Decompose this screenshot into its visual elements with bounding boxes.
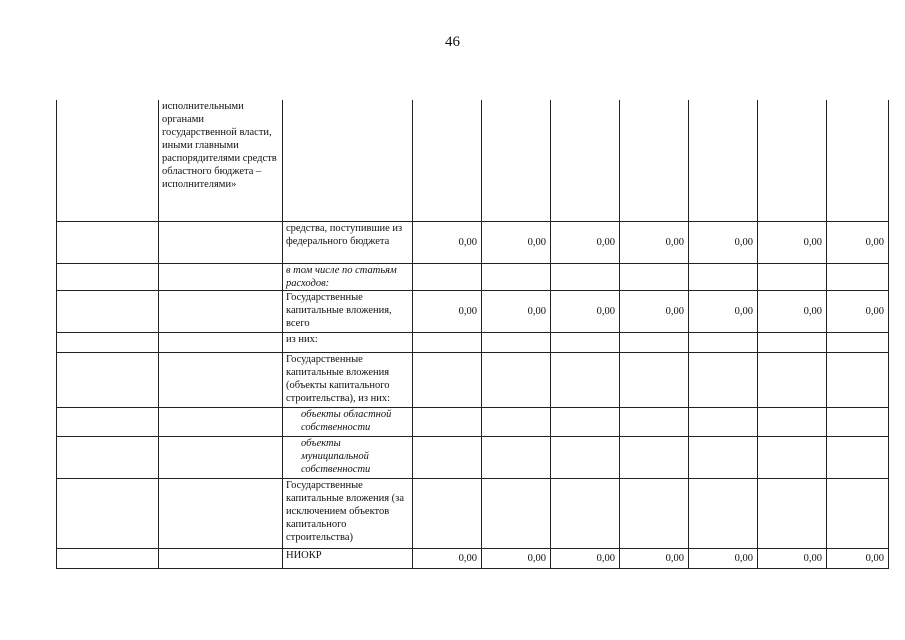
value-cell: [620, 100, 689, 221]
value-cell: 0,00: [482, 221, 551, 263]
value-cell: [620, 407, 689, 436]
value-cell: [551, 478, 620, 548]
value-cell: 0,00: [758, 290, 827, 332]
table-row: [57, 352, 889, 407]
table-cell: [57, 100, 159, 221]
value-cell: [482, 263, 551, 290]
value-cell: [827, 478, 889, 548]
value-cell: [827, 407, 889, 436]
table-row: [57, 263, 889, 290]
value-cell: [413, 407, 482, 436]
value-cell: [827, 436, 889, 478]
value-cell: [413, 478, 482, 548]
value-cell: [482, 436, 551, 478]
value-cell: [758, 100, 827, 221]
value-cell: [689, 407, 758, 436]
value-cell: [551, 100, 620, 221]
value-cell: [689, 100, 758, 221]
value-cell: 0,00: [827, 290, 889, 332]
value-cell: [620, 263, 689, 290]
value-cell: [758, 407, 827, 436]
value-cell: [689, 332, 758, 352]
value-cell: 0,00: [620, 221, 689, 263]
row-label: средства, поступившие из федерального бюджета: [283, 221, 413, 263]
value-cell: [551, 332, 620, 352]
value-cell: [551, 407, 620, 436]
table-cell: [57, 263, 159, 290]
value-cell: 0,00: [689, 548, 758, 568]
value-cell: [482, 352, 551, 407]
value-cell: 0,00: [689, 221, 758, 263]
value-cell: 0,00: [620, 548, 689, 568]
value-cell: [689, 352, 758, 407]
row-label: объекты муниципальной собственности: [283, 436, 413, 478]
executor-cell: [159, 221, 283, 263]
row-label: Государственные капитальные вложения (за исключением объектов капитального строительства): [283, 478, 413, 548]
value-cell: [551, 436, 620, 478]
value-cell: [758, 263, 827, 290]
value-cell: [620, 332, 689, 352]
table-row: [57, 436, 889, 478]
value-cell: [758, 352, 827, 407]
table-row: [57, 290, 889, 332]
value-cell: [413, 100, 482, 221]
row-label: объекты областной собственности: [283, 407, 413, 436]
value-cell: [413, 263, 482, 290]
value-cell: [413, 436, 482, 478]
table-cell: [57, 221, 159, 263]
page-number: 46: [445, 34, 460, 50]
value-cell: [827, 263, 889, 290]
value-cell: [413, 352, 482, 407]
table-row: [57, 548, 889, 568]
table-row: [57, 221, 889, 263]
value-cell: [482, 332, 551, 352]
value-cell: 0,00: [620, 290, 689, 332]
table-cell: [57, 332, 159, 352]
executor-cell: [159, 352, 283, 407]
value-cell: 0,00: [413, 548, 482, 568]
value-cell: 0,00: [758, 548, 827, 568]
executor-cell: исполнительными органами государственной власти, иными главными распорядителями средств областного бюджета – исполнителями»: [159, 100, 283, 221]
budget-table: [56, 100, 889, 569]
value-cell: [551, 263, 620, 290]
value-cell: 0,00: [827, 548, 889, 568]
value-cell: [827, 332, 889, 352]
value-cell: [413, 332, 482, 352]
table-cell: [57, 407, 159, 436]
value-cell: [827, 100, 889, 221]
executor-cell: [159, 407, 283, 436]
value-cell: 0,00: [758, 221, 827, 263]
value-cell: 0,00: [551, 548, 620, 568]
value-cell: 0,00: [689, 290, 758, 332]
table-row: [57, 332, 889, 352]
table-cell: [57, 436, 159, 478]
value-cell: 0,00: [551, 221, 620, 263]
value-cell: [689, 436, 758, 478]
value-cell: 0,00: [551, 290, 620, 332]
row-label: Государственные капитальные вложения (объекты капитального строительства), из них:: [283, 352, 413, 407]
executor-cell: [159, 263, 283, 290]
table-cell: [57, 548, 159, 568]
value-cell: [482, 407, 551, 436]
row-label: [283, 100, 413, 221]
row-label: в том числе по статьям расходов:: [283, 263, 413, 290]
row-label: НИОКР: [283, 548, 413, 568]
value-cell: [620, 436, 689, 478]
value-cell: [689, 263, 758, 290]
value-cell: 0,00: [827, 221, 889, 263]
value-cell: [551, 352, 620, 407]
value-cell: [482, 478, 551, 548]
value-cell: [620, 352, 689, 407]
value-cell: 0,00: [482, 548, 551, 568]
value-cell: [758, 478, 827, 548]
table-cell: [57, 352, 159, 407]
value-cell: [620, 478, 689, 548]
value-cell: [689, 478, 758, 548]
row-label: из них:: [283, 332, 413, 352]
value-cell: [758, 436, 827, 478]
table-cell: [57, 290, 159, 332]
value-cell: [827, 352, 889, 407]
table-row: [57, 407, 889, 436]
value-cell: 0,00: [413, 221, 482, 263]
executor-cell: [159, 436, 283, 478]
value-cell: [758, 332, 827, 352]
value-cell: 0,00: [413, 290, 482, 332]
value-cell: [482, 100, 551, 221]
row-label: Государственные капитальные вложения, всего: [283, 290, 413, 332]
executor-cell: [159, 290, 283, 332]
table-row: [57, 100, 889, 221]
value-cell: 0,00: [482, 290, 551, 332]
executor-cell: [159, 548, 283, 568]
executor-cell: [159, 478, 283, 548]
executor-cell: [159, 332, 283, 352]
table-cell: [57, 478, 159, 548]
table-row: [57, 478, 889, 548]
